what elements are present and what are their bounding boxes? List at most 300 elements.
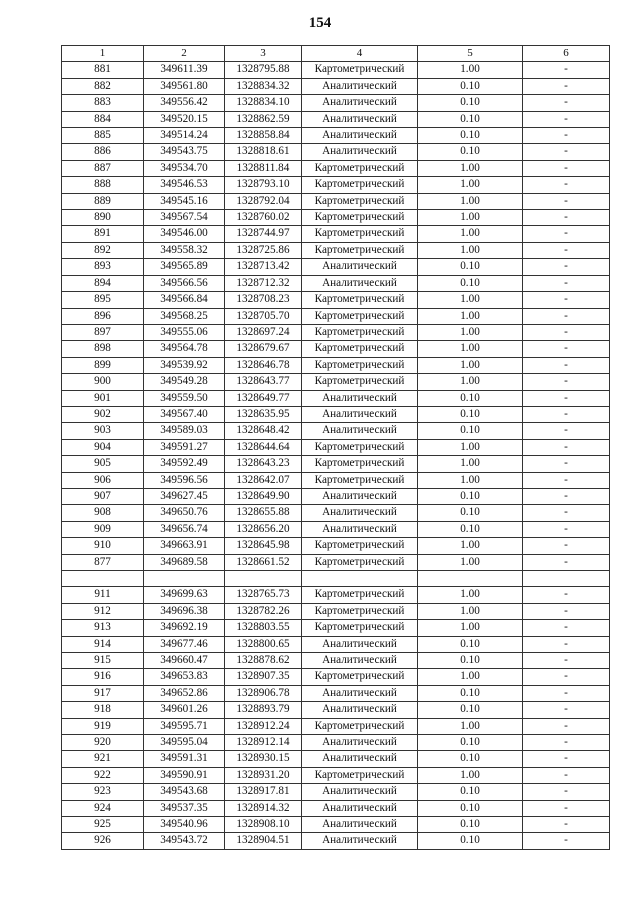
accuracy-cell: 0.10 [418, 144, 523, 160]
x-coordinate-cell: 349543.72 [144, 833, 225, 849]
table-row [62, 226, 610, 242]
method-cell: Картометрический [302, 374, 418, 390]
point-number-cell: 915 [62, 653, 144, 669]
method-cell: Картометрический [302, 242, 418, 258]
note-cell: - [523, 308, 610, 324]
note-cell: - [523, 95, 610, 111]
method-cell: Аналитический [302, 406, 418, 422]
accuracy-cell: 1.00 [418, 538, 523, 554]
accuracy-cell: 1.00 [418, 374, 523, 390]
method-cell: Аналитический [302, 128, 418, 144]
point-number-cell: 881 [62, 62, 144, 78]
table-row [62, 292, 610, 308]
y-coordinate-cell: 1328679.67 [225, 341, 302, 357]
accuracy-cell: 0.10 [418, 817, 523, 833]
accuracy-cell: 1.00 [418, 357, 523, 373]
table-row [62, 62, 610, 78]
point-number-cell: 883 [62, 95, 144, 111]
note-cell: - [523, 406, 610, 422]
point-number-cell: 884 [62, 111, 144, 127]
table-body [62, 62, 610, 849]
y-coordinate-cell: 1328644.64 [225, 439, 302, 455]
note-cell: - [523, 275, 610, 291]
accuracy-cell: 1.00 [418, 456, 523, 472]
point-number-cell: 892 [62, 242, 144, 258]
y-coordinate-cell: 1328760.02 [225, 210, 302, 226]
accuracy-cell: 1.00 [418, 62, 523, 78]
point-number-cell: 914 [62, 636, 144, 652]
table-row [62, 571, 610, 587]
column-header-6: 6 [523, 46, 610, 62]
x-coordinate-cell: 349537.35 [144, 800, 225, 816]
note-cell: - [523, 587, 610, 603]
table-row [62, 439, 610, 455]
point-number-cell: 922 [62, 767, 144, 783]
method-cell: Аналитический [302, 111, 418, 127]
table-row [62, 702, 610, 718]
table-row [62, 800, 610, 816]
table-row [62, 653, 610, 669]
note-cell: - [523, 488, 610, 504]
accuracy-cell: 0.10 [418, 488, 523, 504]
coordinates-table [61, 45, 610, 850]
point-number-cell: 908 [62, 505, 144, 521]
y-coordinate-cell: 1328792.04 [225, 193, 302, 209]
y-coordinate-cell: 1328744.97 [225, 226, 302, 242]
accuracy-cell: 1.00 [418, 554, 523, 570]
note-cell: - [523, 177, 610, 193]
note-cell: - [523, 603, 610, 619]
y-coordinate-cell: 1328893.79 [225, 702, 302, 718]
point-number-cell: 894 [62, 275, 144, 291]
note-cell: - [523, 226, 610, 242]
x-coordinate-cell: 349591.27 [144, 439, 225, 455]
method-cell: Картометрический [302, 324, 418, 340]
point-number-cell: 882 [62, 78, 144, 94]
accuracy-cell: 1.00 [418, 210, 523, 226]
accuracy-cell: 1.00 [418, 324, 523, 340]
note-cell: - [523, 423, 610, 439]
point-number-cell: 896 [62, 308, 144, 324]
x-coordinate-cell: 349589.03 [144, 423, 225, 439]
method-cell: Аналитический [302, 653, 418, 669]
accuracy-cell: 0.10 [418, 406, 523, 422]
method-cell: Аналитический [302, 636, 418, 652]
y-coordinate-cell: 1328656.20 [225, 521, 302, 537]
column-header-2: 2 [144, 46, 225, 62]
note-cell: - [523, 702, 610, 718]
y-coordinate-cell: 1328878.62 [225, 653, 302, 669]
x-coordinate-cell: 349556.42 [144, 95, 225, 111]
accuracy-cell: 0.10 [418, 111, 523, 127]
y-coordinate-cell: 1328908.10 [225, 817, 302, 833]
x-coordinate-cell: 349601.26 [144, 702, 225, 718]
accuracy-cell: 1.00 [418, 160, 523, 176]
x-coordinate-cell: 349539.92 [144, 357, 225, 373]
y-coordinate-cell: 1328912.24 [225, 718, 302, 734]
accuracy-cell: 0.10 [418, 833, 523, 849]
y-coordinate-cell: 1328643.23 [225, 456, 302, 472]
method-cell: Картометрический [302, 357, 418, 373]
x-coordinate-cell: 349652.86 [144, 685, 225, 701]
table-row [62, 95, 610, 111]
y-coordinate-cell: 1328646.78 [225, 357, 302, 373]
x-coordinate-cell: 349566.84 [144, 292, 225, 308]
x-coordinate-cell: 349699.63 [144, 587, 225, 603]
note-cell: - [523, 718, 610, 734]
x-coordinate-cell: 349543.75 [144, 144, 225, 160]
x-coordinate-cell: 349653.83 [144, 669, 225, 685]
table-row [62, 160, 610, 176]
method-cell: Картометрический [302, 226, 418, 242]
point-number-cell: 885 [62, 128, 144, 144]
table-row [62, 718, 610, 734]
x-coordinate-cell: 349549.28 [144, 374, 225, 390]
method-cell: Аналитический [302, 833, 418, 849]
point-number-cell [62, 571, 144, 587]
method-cell: Картометрический [302, 439, 418, 455]
y-coordinate-cell: 1328649.90 [225, 488, 302, 504]
method-cell: Аналитический [302, 817, 418, 833]
x-coordinate-cell: 349595.71 [144, 718, 225, 734]
table-row [62, 423, 610, 439]
y-coordinate-cell: 1328697.24 [225, 324, 302, 340]
y-coordinate-cell: 1328643.77 [225, 374, 302, 390]
method-cell: Картометрический [302, 767, 418, 783]
x-coordinate-cell: 349534.70 [144, 160, 225, 176]
x-coordinate-cell: 349546.00 [144, 226, 225, 242]
point-number-cell: 897 [62, 324, 144, 340]
note-cell: - [523, 128, 610, 144]
method-cell: Аналитический [302, 144, 418, 160]
note-cell: - [523, 78, 610, 94]
x-coordinate-cell: 349564.78 [144, 341, 225, 357]
note-cell: - [523, 685, 610, 701]
table-row [62, 275, 610, 291]
point-number-cell: 910 [62, 538, 144, 554]
y-coordinate-cell: 1328649.77 [225, 390, 302, 406]
point-number-cell: 886 [62, 144, 144, 160]
method-cell: Аналитический [302, 275, 418, 291]
point-number-cell: 916 [62, 669, 144, 685]
x-coordinate-cell: 349660.47 [144, 653, 225, 669]
accuracy-cell: 1.00 [418, 226, 523, 242]
note-cell: - [523, 538, 610, 554]
note-cell: - [523, 784, 610, 800]
method-cell: Аналитический [302, 784, 418, 800]
point-number-cell: 906 [62, 472, 144, 488]
table-row [62, 636, 610, 652]
y-coordinate-cell: 1328914.32 [225, 800, 302, 816]
x-coordinate-cell: 349677.46 [144, 636, 225, 652]
note-cell: - [523, 390, 610, 406]
method-cell: Аналитический [302, 521, 418, 537]
x-coordinate-cell: 349650.76 [144, 505, 225, 521]
x-coordinate-cell: 349568.25 [144, 308, 225, 324]
method-cell: Картометрический [302, 193, 418, 209]
note-cell: - [523, 767, 610, 783]
method-cell: Картометрический [302, 669, 418, 685]
y-coordinate-cell: 1328907.35 [225, 669, 302, 685]
table-row [62, 685, 610, 701]
y-coordinate-cell: 1328834.10 [225, 95, 302, 111]
method-cell: Аналитический [302, 735, 418, 751]
table-row [62, 324, 610, 340]
y-coordinate-cell: 1328904.51 [225, 833, 302, 849]
accuracy-cell: 1.00 [418, 439, 523, 455]
point-number-cell: 907 [62, 488, 144, 504]
point-number-cell: 904 [62, 439, 144, 455]
note-cell: - [523, 259, 610, 275]
accuracy-cell: 1.00 [418, 292, 523, 308]
y-coordinate-cell: 1328661.52 [225, 554, 302, 570]
note-cell: - [523, 374, 610, 390]
accuracy-cell: 0.10 [418, 685, 523, 701]
note-cell: - [523, 800, 610, 816]
method-cell: Картометрический [302, 620, 418, 636]
note-cell: - [523, 341, 610, 357]
note-cell: - [523, 62, 610, 78]
x-coordinate-cell: 349545.16 [144, 193, 225, 209]
x-coordinate-cell: 349663.91 [144, 538, 225, 554]
y-coordinate-cell: 1328811.84 [225, 160, 302, 176]
x-coordinate-cell: 349566.56 [144, 275, 225, 291]
table-header-row [62, 46, 610, 62]
table-row [62, 259, 610, 275]
point-number-cell: 893 [62, 259, 144, 275]
table-row [62, 669, 610, 685]
note-cell: - [523, 144, 610, 160]
note-cell: - [523, 833, 610, 849]
point-number-cell: 887 [62, 160, 144, 176]
accuracy-cell: 0.10 [418, 505, 523, 521]
point-number-cell: 909 [62, 521, 144, 537]
accuracy-cell: 1.00 [418, 177, 523, 193]
point-number-cell: 877 [62, 554, 144, 570]
point-number-cell: 921 [62, 751, 144, 767]
note-cell: - [523, 439, 610, 455]
method-cell: Картометрический [302, 587, 418, 603]
point-number-cell: 898 [62, 341, 144, 357]
x-coordinate-cell: 349559.50 [144, 390, 225, 406]
accuracy-cell: 0.10 [418, 702, 523, 718]
point-number-cell: 903 [62, 423, 144, 439]
accuracy-cell: 0.10 [418, 653, 523, 669]
method-cell [302, 571, 418, 587]
x-coordinate-cell: 349591.31 [144, 751, 225, 767]
method-cell: Картометрический [302, 456, 418, 472]
note-cell: - [523, 521, 610, 537]
table-row [62, 144, 610, 160]
x-coordinate-cell: 349595.04 [144, 735, 225, 751]
x-coordinate-cell: 349561.80 [144, 78, 225, 94]
accuracy-cell: 1.00 [418, 308, 523, 324]
y-coordinate-cell: 1328642.07 [225, 472, 302, 488]
table-row [62, 390, 610, 406]
method-cell: Картометрический [302, 718, 418, 734]
table-row [62, 603, 610, 619]
x-coordinate-cell [144, 571, 225, 587]
x-coordinate-cell: 349611.39 [144, 62, 225, 78]
accuracy-cell: 0.10 [418, 275, 523, 291]
method-cell: Картометрический [302, 292, 418, 308]
table-row [62, 587, 610, 603]
method-cell: Аналитический [302, 423, 418, 439]
y-coordinate-cell: 1328645.98 [225, 538, 302, 554]
x-coordinate-cell: 349558.32 [144, 242, 225, 258]
table-row [62, 784, 610, 800]
note-cell: - [523, 620, 610, 636]
accuracy-cell: 1.00 [418, 603, 523, 619]
table-row [62, 177, 610, 193]
point-number-cell: 924 [62, 800, 144, 816]
y-coordinate-cell: 1328931.20 [225, 767, 302, 783]
y-coordinate-cell: 1328648.42 [225, 423, 302, 439]
point-number-cell: 917 [62, 685, 144, 701]
x-coordinate-cell: 349546.53 [144, 177, 225, 193]
x-coordinate-cell: 349627.45 [144, 488, 225, 504]
table-row [62, 472, 610, 488]
x-coordinate-cell: 349543.68 [144, 784, 225, 800]
x-coordinate-cell: 349520.15 [144, 111, 225, 127]
x-coordinate-cell: 349696.38 [144, 603, 225, 619]
y-coordinate-cell: 1328800.65 [225, 636, 302, 652]
method-cell: Аналитический [302, 702, 418, 718]
accuracy-cell: 1.00 [418, 669, 523, 685]
y-coordinate-cell: 1328912.14 [225, 735, 302, 751]
table-row [62, 488, 610, 504]
point-number-cell: 889 [62, 193, 144, 209]
method-cell: Аналитический [302, 259, 418, 275]
note-cell: - [523, 653, 610, 669]
method-cell: Картометрический [302, 554, 418, 570]
x-coordinate-cell: 349592.49 [144, 456, 225, 472]
table-row [62, 767, 610, 783]
point-number-cell: 912 [62, 603, 144, 619]
accuracy-cell: 1.00 [418, 193, 523, 209]
y-coordinate-cell: 1328818.61 [225, 144, 302, 160]
note-cell [523, 571, 610, 587]
accuracy-cell: 1.00 [418, 341, 523, 357]
note-cell: - [523, 242, 610, 258]
accuracy-cell [418, 571, 523, 587]
point-number-cell: 925 [62, 817, 144, 833]
accuracy-cell: 1.00 [418, 718, 523, 734]
point-number-cell: 923 [62, 784, 144, 800]
table-row [62, 406, 610, 422]
point-number-cell: 899 [62, 357, 144, 373]
accuracy-cell: 1.00 [418, 242, 523, 258]
x-coordinate-cell: 349596.56 [144, 472, 225, 488]
note-cell: - [523, 357, 610, 373]
y-coordinate-cell: 1328795.88 [225, 62, 302, 78]
point-number-cell: 902 [62, 406, 144, 422]
y-coordinate-cell: 1328708.23 [225, 292, 302, 308]
table-row [62, 341, 610, 357]
table-row [62, 210, 610, 226]
table-row [62, 242, 610, 258]
table-row [62, 357, 610, 373]
table-row [62, 193, 610, 209]
method-cell: Аналитический [302, 95, 418, 111]
method-cell: Аналитический [302, 488, 418, 504]
note-cell: - [523, 210, 610, 226]
accuracy-cell: 0.10 [418, 95, 523, 111]
table-row [62, 521, 610, 537]
table-row [62, 505, 610, 521]
method-cell: Картометрический [302, 603, 418, 619]
point-number-cell: 926 [62, 833, 144, 849]
y-coordinate-cell: 1328803.55 [225, 620, 302, 636]
x-coordinate-cell: 349567.54 [144, 210, 225, 226]
note-cell: - [523, 751, 610, 767]
note-cell: - [523, 636, 610, 652]
page-number: 154 [308, 15, 332, 31]
point-number-cell: 890 [62, 210, 144, 226]
table-row [62, 751, 610, 767]
y-coordinate-cell: 1328858.84 [225, 128, 302, 144]
table-row [62, 538, 610, 554]
y-coordinate-cell: 1328765.73 [225, 587, 302, 603]
method-cell: Аналитический [302, 505, 418, 521]
accuracy-cell: 0.10 [418, 423, 523, 439]
table-row [62, 833, 610, 849]
point-number-cell: 911 [62, 587, 144, 603]
x-coordinate-cell: 349565.89 [144, 259, 225, 275]
note-cell: - [523, 554, 610, 570]
table-row [62, 554, 610, 570]
x-coordinate-cell: 349692.19 [144, 620, 225, 636]
accuracy-cell: 0.10 [418, 390, 523, 406]
method-cell: Картометрический [302, 308, 418, 324]
y-coordinate-cell: 1328725.86 [225, 242, 302, 258]
accuracy-cell: 0.10 [418, 128, 523, 144]
y-coordinate-cell: 1328862.59 [225, 111, 302, 127]
point-number-cell: 919 [62, 718, 144, 734]
method-cell: Картометрический [302, 177, 418, 193]
point-number-cell: 888 [62, 177, 144, 193]
table-row [62, 817, 610, 833]
point-number-cell: 918 [62, 702, 144, 718]
y-coordinate-cell: 1328793.10 [225, 177, 302, 193]
y-coordinate-cell: 1328635.95 [225, 406, 302, 422]
y-coordinate-cell: 1328906.78 [225, 685, 302, 701]
point-number-cell: 905 [62, 456, 144, 472]
accuracy-cell: 1.00 [418, 620, 523, 636]
x-coordinate-cell: 349514.24 [144, 128, 225, 144]
accuracy-cell: 1.00 [418, 472, 523, 488]
note-cell: - [523, 292, 610, 308]
note-cell: - [523, 669, 610, 685]
method-cell: Аналитический [302, 78, 418, 94]
method-cell: Аналитический [302, 800, 418, 816]
accuracy-cell: 0.10 [418, 751, 523, 767]
y-coordinate-cell: 1328655.88 [225, 505, 302, 521]
y-coordinate-cell: 1328782.26 [225, 603, 302, 619]
x-coordinate-cell: 349540.96 [144, 817, 225, 833]
note-cell: - [523, 505, 610, 521]
column-header-4: 4 [302, 46, 418, 62]
table-row [62, 456, 610, 472]
x-coordinate-cell: 349567.40 [144, 406, 225, 422]
x-coordinate-cell: 349555.06 [144, 324, 225, 340]
accuracy-cell: 1.00 [418, 587, 523, 603]
table-row [62, 620, 610, 636]
accuracy-cell: 0.10 [418, 735, 523, 751]
note-cell: - [523, 456, 610, 472]
table-row [62, 374, 610, 390]
point-number-cell: 891 [62, 226, 144, 242]
